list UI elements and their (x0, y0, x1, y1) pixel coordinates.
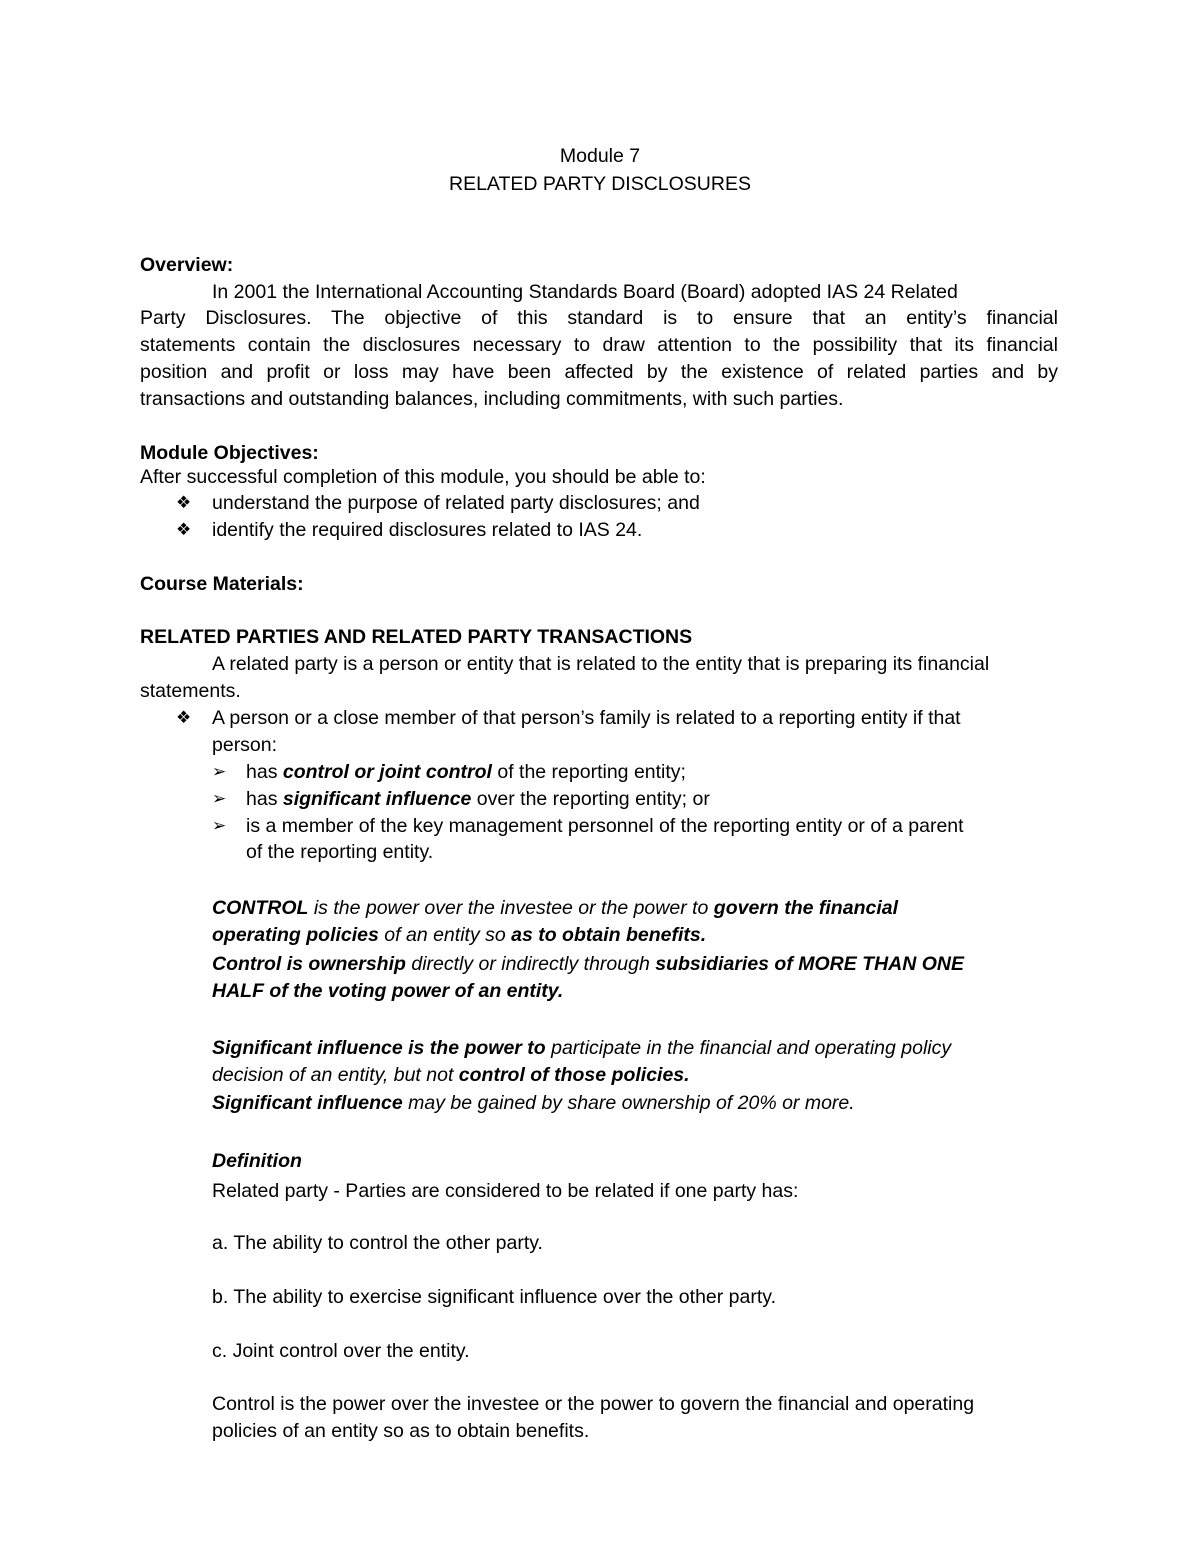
overview-line-5: transactions and outstanding balances, including commitments, with such parties. (140, 388, 844, 410)
overview-heading: Overview: (140, 254, 234, 276)
diamond-bullet-icon: ❖ (176, 493, 192, 512)
control-def-line-1: CONTROL is the power over the investee or the power to govern the financial (212, 897, 898, 919)
objectives-heading: Module Objectives: (140, 442, 319, 464)
definition-closing-line-1: Control is the power over the investee or the power to govern the financial and operating (212, 1393, 975, 1415)
arrow-bullet-icon: ➢ (212, 789, 227, 808)
related-intro-line-2: statements. (140, 680, 241, 702)
overview-line-4: position and profit or loss may have been affected by the existence of related parties and by (140, 361, 1058, 383)
diamond-bullet-icon: ❖ (176, 520, 192, 539)
control-def-line-4: HALF of the voting power of an entity. (212, 980, 564, 1002)
influence-def-line-1: Significant influence is the power to participate in the financial and operating policy (212, 1037, 952, 1059)
control-def-line-2: operating policies of an entity so as to obtain benefits. (212, 924, 707, 946)
related-bullet-line-1: A person or a close member of that person’s family is related to a reporting entity if that (212, 707, 961, 729)
definition-item-c: c. Joint control over the entity. (212, 1340, 470, 1362)
sub-item-key-management-line-1: is a member of the key management personnel of the reporting entity or of a parent (246, 815, 964, 837)
definition-intro: Related party - Parties are considered to be related if one party has: (212, 1180, 799, 1202)
course-materials-heading: Course Materials: (140, 573, 304, 595)
sub-item-control: has control or joint control of the reporting entity; (246, 761, 686, 783)
related-intro-line-1: A related party is a person or entity that is related to the entity that is preparing its financial (212, 653, 990, 675)
control-def-line-3: Control is ownership directly or indirectly through subsidiaries of MORE THAN ONE (212, 953, 965, 975)
overview-line-2: Party Disclosures. The objective of this standard is to ensure that an entity’s financial (140, 307, 1058, 329)
module-number: Module 7 (559, 145, 641, 167)
arrow-bullet-icon: ➢ (212, 816, 227, 835)
overview-line-3: statements contain the disclosures necessary to draw attention to the possibility that its financial (140, 334, 1058, 356)
overview-line-1: In 2001 the International Accounting Standards Board (Board) adopted IAS 24 Related (212, 281, 958, 303)
definition-item-b: b. The ability to exercise significant influence over the other party. (212, 1286, 776, 1308)
sub-item-key-management-line-2: of the reporting entity. (246, 841, 434, 863)
objectives-intro: After successful completion of this module, you should be able to: (140, 466, 706, 488)
objective-item-2: identify the required disclosures related to IAS 24. (212, 519, 643, 541)
definition-item-a: a. The ability to control the other party. (212, 1232, 543, 1254)
arrow-bullet-icon: ➢ (212, 762, 227, 781)
related-bullet-line-2: person: (212, 734, 278, 756)
objective-item-1: understand the purpose of related party disclosures; and (212, 492, 700, 514)
influence-def-line-2: decision of an entity, but not control of those policies. (212, 1064, 690, 1086)
page-title: RELATED PARTY DISCLOSURES (449, 173, 751, 195)
diamond-bullet-icon: ❖ (176, 708, 192, 727)
definition-closing-line-2: policies of an entity so as to obtain benefits. (212, 1420, 590, 1442)
sub-item-influence: has significant influence over the reporting entity; or (246, 788, 710, 810)
definition-heading: Definition (212, 1150, 302, 1172)
influence-def-line-3: Significant influence may be gained by share ownership of 20% or more. (212, 1092, 855, 1114)
related-parties-heading: RELATED PARTIES AND RELATED PARTY TRANSACTIONS (140, 626, 693, 648)
